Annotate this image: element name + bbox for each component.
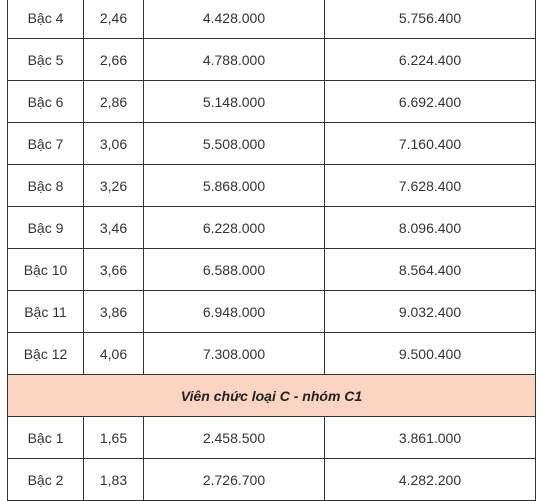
grade-cell: Bậc 1 xyxy=(8,417,84,459)
salary-b-cell: 8.096.400 xyxy=(325,207,536,249)
grade-cell: Bậc 11 xyxy=(8,291,84,333)
salary-b-cell: 6.692.400 xyxy=(325,81,536,123)
salary-b-cell: 6.224.400 xyxy=(325,39,536,81)
grade-cell: Bậc 9 xyxy=(8,207,84,249)
table-row xyxy=(8,39,536,81)
coefficient-cell: 1,65 xyxy=(84,417,144,459)
table-row xyxy=(8,81,536,123)
salary-b-cell: 9.500.400 xyxy=(325,333,536,375)
coefficient-cell: 3,86 xyxy=(84,291,144,333)
group-header: Viên chức loại C - nhóm C1 xyxy=(8,375,536,417)
table-row xyxy=(8,123,536,165)
salary-a-cell: 4.428.000 xyxy=(144,0,325,39)
salary-a-cell: 6.588.000 xyxy=(144,249,325,291)
salary-b-cell: 5.756.400 xyxy=(325,0,536,39)
table-row xyxy=(8,417,536,459)
grade-cell: Bậc 6 xyxy=(8,81,84,123)
salary-b-cell: 3.861.000 xyxy=(325,417,536,459)
salary-a-cell: 6.228.000 xyxy=(144,207,325,249)
salary-a-cell: 2.458.500 xyxy=(144,417,325,459)
salary-a-cell: 6.948.000 xyxy=(144,291,325,333)
table-row xyxy=(8,333,536,375)
salary-b-cell: 7.160.400 xyxy=(325,123,536,165)
table-row xyxy=(8,0,536,39)
salary-b-cell: 8.564.400 xyxy=(325,249,536,291)
coefficient-cell: 3,26 xyxy=(84,165,144,207)
salary-a-cell: 7.308.000 xyxy=(144,333,325,375)
grade-cell: Bậc 12 xyxy=(8,333,84,375)
grade-cell: Bậc 7 xyxy=(8,123,84,165)
coefficient-cell: 4,06 xyxy=(84,333,144,375)
table-row xyxy=(8,459,536,501)
salary-b-cell: 9.032.400 xyxy=(325,291,536,333)
coefficient-cell: 3,66 xyxy=(84,249,144,291)
coefficient-cell: 1,83 xyxy=(84,459,144,501)
grade-cell: Bậc 10 xyxy=(8,249,84,291)
grade-cell: Bậc 4 xyxy=(8,0,84,39)
salary-a-cell: 2.726.700 xyxy=(144,459,325,501)
salary-a-cell: 5.148.000 xyxy=(144,81,325,123)
grade-cell: Bậc 5 xyxy=(8,39,84,81)
salary-a-cell: 5.508.000 xyxy=(144,123,325,165)
salary-a-cell: 4.788.000 xyxy=(144,39,325,81)
coefficient-cell: 2,46 xyxy=(84,0,144,39)
coefficient-cell: 2,66 xyxy=(84,39,144,81)
salary-a-cell: 5.868.000 xyxy=(144,165,325,207)
grade-cell: Bậc 2 xyxy=(8,459,84,501)
salary-b-cell: 7.628.400 xyxy=(325,165,536,207)
table-row xyxy=(8,291,536,333)
coefficient-cell: 2,86 xyxy=(84,81,144,123)
table-row xyxy=(8,207,536,249)
table-row xyxy=(8,165,536,207)
salary-table xyxy=(7,0,536,501)
salary-b-cell: 4.282.200 xyxy=(325,459,536,501)
coefficient-cell: 3,06 xyxy=(84,123,144,165)
group-header-row xyxy=(8,375,536,417)
table-row xyxy=(8,249,536,291)
grade-cell: Bậc 8 xyxy=(8,165,84,207)
coefficient-cell: 3,46 xyxy=(84,207,144,249)
